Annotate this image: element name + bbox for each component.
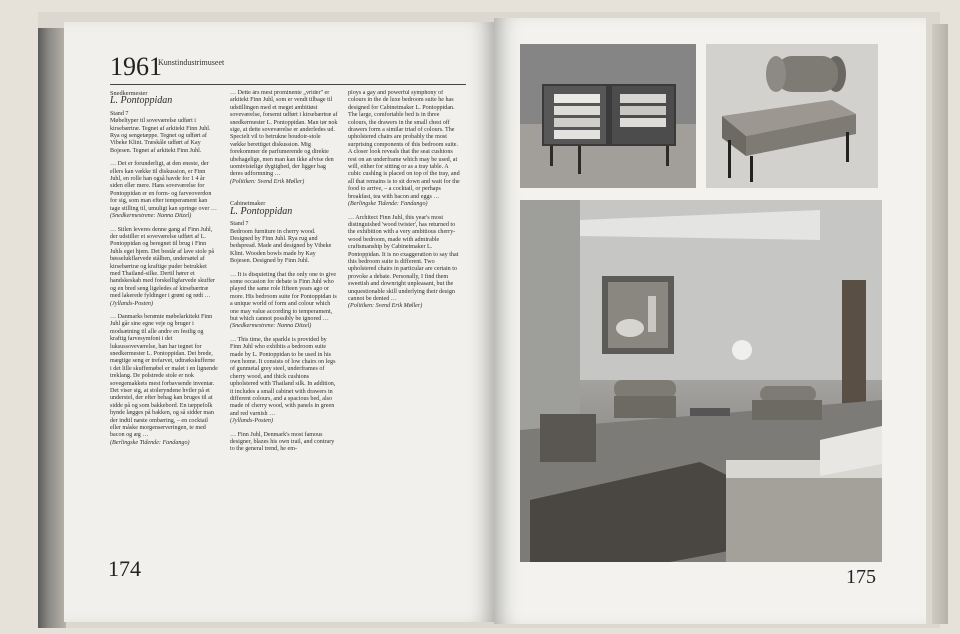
- review-quote: … This time, the sparkle is provided by Finn Juhl who exhibits a bedroom suite made by L. Pontoppidan to be used in his own home. It consists of low chairs on legs of gunmetal grey steel, underframes of cherry wood, and thick cushions upholstered with Thailand silk. In addition, it includes a small cabinet with drawers in different colours, and a spacious bed, also made of cherry wood, with panels in green and red varnish …: [230, 336, 336, 417]
- review-quote: … Stilen leveres denne gang af Finn Juhl, der udstiller et soveværelse udført af L. Pontoppidan og beregnet til brug i Finn Juhls eget hjem. Det består af lave stole på bøsselukflarvede stålben, undersøtel af kirsebærtræ og kraftige puder betrukket med Thailand-silke. Dertil hører et handskeskab med forskelligfarvede skuffer og en bred seng ligeledes af kirsebærtræ med lakerede fyldinger i grønt og rødt …: [110, 226, 215, 300]
- review-quote: … Finn Juhl, Denmark's most famous designer, blazes his own trail, and contrary to the general trend, he em-: [230, 431, 335, 453]
- review-source: (Jyllands-Posten): [110, 300, 153, 307]
- review-quote: … Danmarks berømte møbelarkitekt Finn Juhl går sine egne veje og bruger i modsætning til alle andre en festlig og kraftig farvesymfoni i det luksussoveværelse, han har tegnet for snedkermester L. Pontoppidan. Det brede, mægtige seng er trefarvet, udtrækskufferne i det lille skuffemøbel er malet i en lignende treklang. De polstrede stole er nok sovegemakkets mest forbavsende inventar. Det viser sig, at stoleryndene hviler på et understel, der efter behag kan bruges til at sidde på og som bakkebord. En tæppefolk hynde lægges på bakken, og så sidder man der indtil næste ombæring, – en cocktail eller måske morgenserveringen, te med bacon og æg …: [110, 313, 218, 439]
- photo-armchair: [706, 44, 878, 188]
- exhibit-description: Møbeltyper til soveværelse udført i kirsebærtræ. Tegnet af arkitekt Finn Juhl. Rya og sengetæppe. Tegnet og udført af Vibeke Klint. Træskåle udført af Kay Bojesen. Tegnet af arkitekt Finn Juhl.: [110, 118, 211, 154]
- right-page: [494, 18, 926, 624]
- exhibit-description: Bedroom furniture in cherry wood. Designed by Finn Juhl. Rya rug and bedspread. Made and designed by Vibeke Klint. Wooden bowls made by Kay Bojesen. Designed by Finn Juhl.: [230, 228, 332, 265]
- bedroom-interior-illustration: [520, 200, 882, 562]
- review-source: (Snedkermestrene: Nanna Ditzel): [230, 323, 312, 330]
- header-rule: [110, 84, 466, 85]
- page-number-left: 174: [108, 556, 141, 581]
- column-heading: Snedkermester: [110, 90, 148, 97]
- chest-of-drawers-illustration: [520, 44, 696, 188]
- review-quote: … Det er forunderligt, at den eneste, der ellers kan vække til diskussion, er Finn Juhl, en rolle han også havde for 1 4 år siden eller mere. Hans soveværelse for Pontoppidan er en form- og farveoverdon for sig, som man efter temperament kan tage stilling til, umuligt kan springe over …: [110, 161, 217, 212]
- exhibitor-name: L. Pontoppidan: [110, 95, 173, 107]
- column-heading: Cabinetmaker: [230, 200, 266, 208]
- year-heading: 1961: [110, 52, 162, 81]
- book-cover-edge-left: [38, 28, 66, 628]
- review-source: (Berlingske Tidende: Fandango): [110, 439, 190, 446]
- photo-chest-of-drawers: [520, 44, 696, 188]
- stand-label: Stand 7: [230, 221, 249, 228]
- review-quote: ploys a gay and powerful symphony of colours in the de luxe bedroom suite he has designed for Cabinetmaker L. Pontoppidan. The large, comfortable bed is in three colours, the drawers in the small chest off drawers form a similar triad of colours. The upholstered chairs are probably the most surprising components of this bedroom suite. A closer look reveals that the seat cushions rest on an underframe which may be used, at will, either for sitting or as a tray table. A cubic cushlng is placed on top of the tray, and all that remains is to sit down and wait for the food to arrive, – a cocktail, or perhaps breakfast, tea with bacon and eggs …: [348, 90, 460, 200]
- museum-label: Kunstindustrimuseet: [158, 58, 225, 67]
- text-column-3: [348, 90, 460, 578]
- stand-label: Stand 7: [110, 110, 129, 117]
- text-column-2: [230, 90, 338, 578]
- page-number-right: 175: [846, 566, 876, 588]
- exhibitor-name: L. Pontoppidan: [230, 205, 293, 217]
- review-quote: … Architect Finn Juhl, this year's most distinguished 'wood twister', has returned to the exhibition with a very ambitious cherry-wood bedroom, made with admirable craftsmanship by Cabinetmaker L. Pontoppidan. It is no exaggeration to say that this bedroom suite is different. Two upholstered chairs in particular are certain to provoke a debate. Personally, I find them sweetish and downright unpleasant, but the unquestionable skill underlying their design cannot be denied …: [348, 214, 459, 302]
- left-page: [64, 22, 494, 622]
- review-source: (Politiken: Svend Erik Møller): [230, 178, 305, 185]
- armchair-illustration: [706, 44, 878, 188]
- photo-bedroom-interior: [520, 200, 882, 562]
- review-source: (Snedkermestrene: Nanna Ditzel): [110, 213, 192, 220]
- review-source: (Jyllands-Posten): [230, 418, 273, 425]
- text-column-1: [110, 90, 218, 578]
- review-quote: … It is disquieting that the only one to give some occasion for debate is Finn Juhl who played the same role fifteen years ago or more. His bedroom suite for Pontoppidan is a unique world of form and colour which one may value according to temperament, but which cannot possibly be ignored …: [230, 271, 337, 322]
- review-quote: … Dette års mest prominente „vrider" er arkitekt Finn Juhl, som er vendt tilbage til udstillingen med et meget ambitiøst soveværelse, forsemt udført i kirsebærtræ af snedkermester L. Pontoppidan. Man tør nok sige, at dette soveværelse er anderledes ud. Specielt vil to betrukne boudoir-stole vække berettiget diskussion. Mig forekommer de parfumerende og direkte ubehagelige, men man kan ikke afvise den uomtvistelige dygtighed, der ligger bag deres udformning …: [230, 90, 338, 178]
- book-cover-edge-right: [932, 24, 948, 624]
- review-source: (Berlingske Tidende: Fandango): [348, 201, 428, 208]
- review-source: (Politiken: Svend Erik Møller): [348, 303, 423, 310]
